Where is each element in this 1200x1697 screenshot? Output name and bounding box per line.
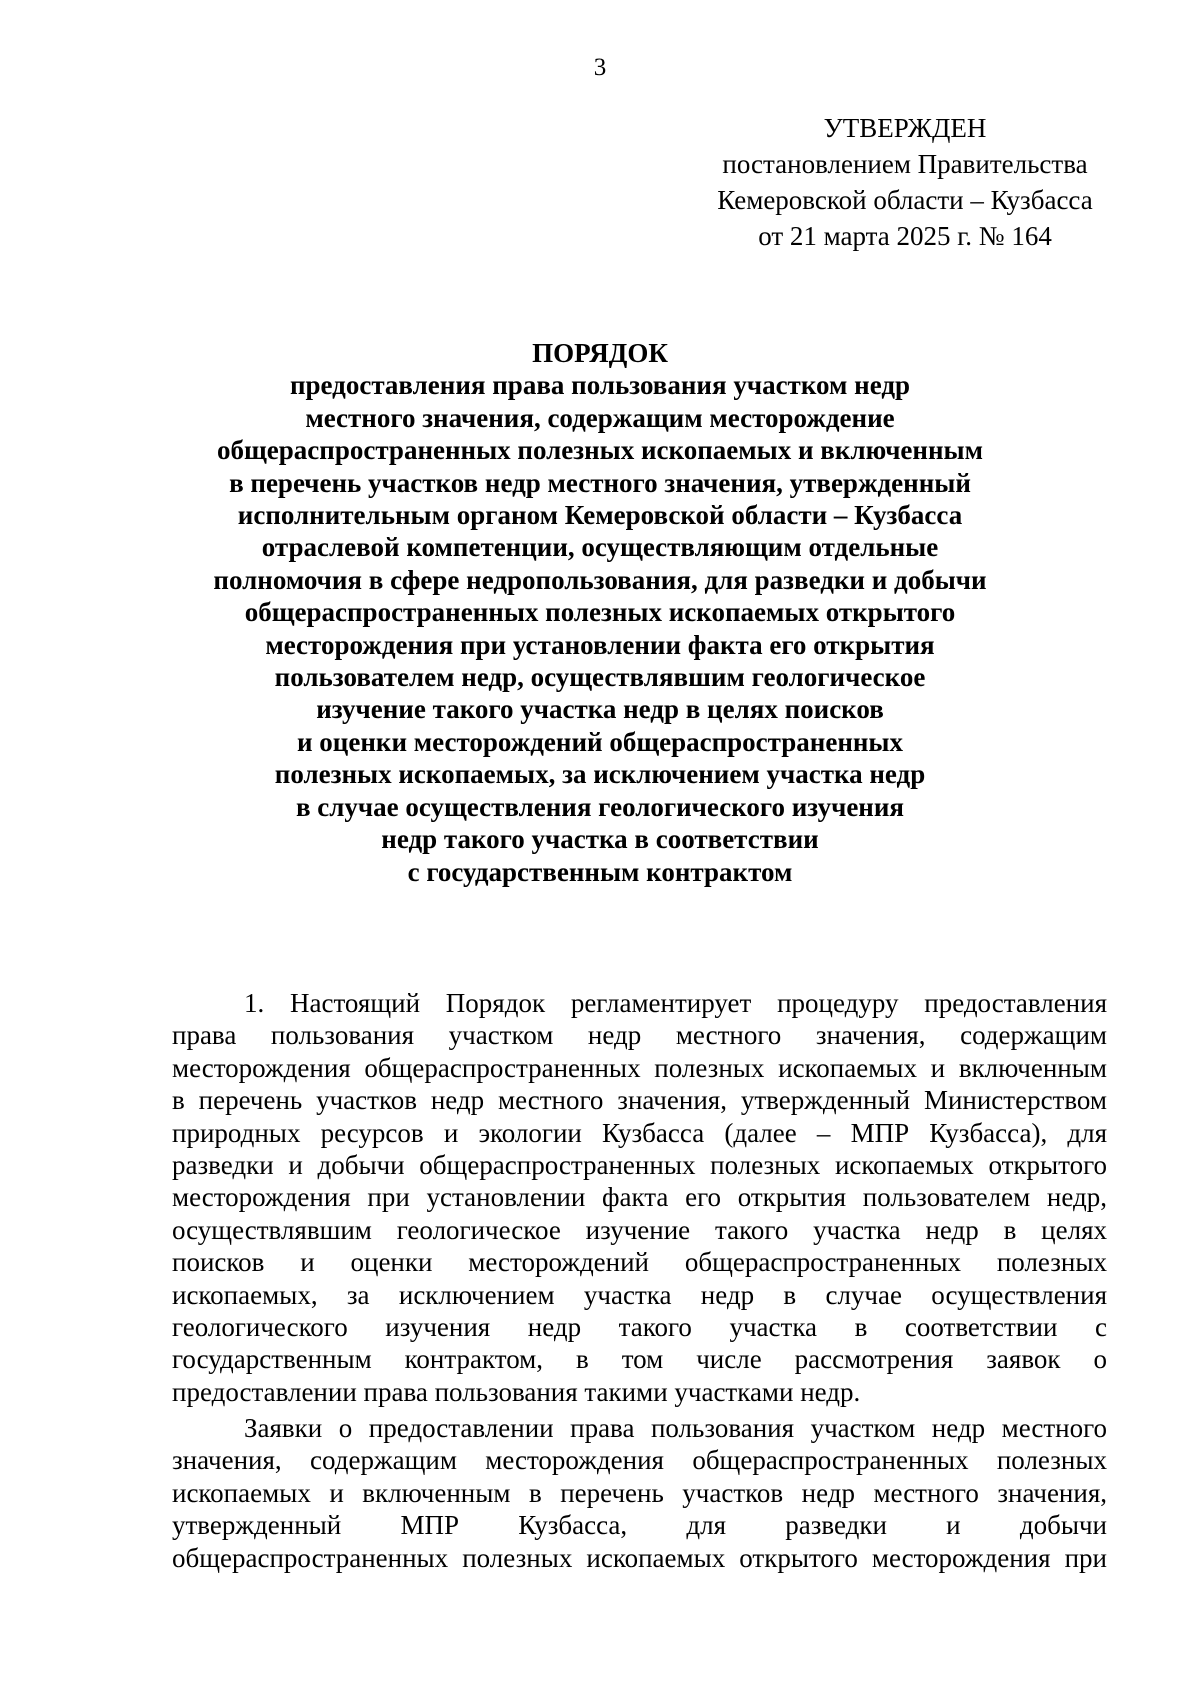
title-line: отраслевой компетенции, осуществляющим отдельные [261,532,939,563]
title-line: в перечень участков недр местного значения, утвержденный [229,467,971,498]
page-number: 3 [593,54,607,81]
paragraph-1 [172,987,1107,1408]
approval-line-region: Кемеровской области – Кузбасса [717,185,1093,215]
title-line: недр такого участка в соответствии [381,824,819,855]
title-line: с государственным контрактом [407,856,793,887]
approval-stamp-block [705,110,1105,254]
body-line: государственным контрактом, в том числе рассмотрения заявок о [172,1344,1107,1375]
title-line: пользователем недр, осуществлявшим геологическое [274,662,926,693]
body-line: осуществлявшим геологическое изучение такого участка недр в целях [172,1214,1107,1245]
title-line: предоставления права пользования участком недр [289,370,911,401]
title-line: изучение такого участка недр в целях поисков [316,694,884,725]
title-line: месторождения при установлении факта его открытия [265,629,935,660]
body-line: утвержденный МПР Кузбасса, для разведки и добычи [172,1510,1107,1541]
body-line: ископаемых, за исключением участка недр в случае осуществления [172,1279,1107,1310]
body-line: общераспространенных полезных ископаемых открытого месторождения при [172,1542,1107,1573]
approval-line-date-number: от 21 марта 2025 г. № 164 [758,221,1052,251]
approval-line-approved: УТВЕРЖДЕН [823,113,987,143]
title-line: местного значения, содержащим месторождение [305,402,895,433]
title-line: и оценки месторождений общераспространенных [296,726,904,757]
document-heading: ПОРЯДОК [532,338,668,368]
approval-line-resolution: постановлением Правительства [722,149,1088,179]
body-line: предоставлении права пользования такими участками недр. [172,1376,861,1407]
body-line: природных ресурсов и экологии Кузбасса (далее – МПР Кузбасса), для [172,1117,1107,1148]
title-line: исполнительным органом Кемеровской области – Кузбасса [237,500,963,531]
body-line: в перечень участков недр местного значения, утвержденный Министерством [172,1085,1107,1116]
document-body [172,987,1107,1574]
body-line: геологического изучения недр такого участка в соответствии с [172,1311,1107,1342]
paragraph-2 [172,1412,1107,1574]
title-line: полномочия в сфере недропользования, для разведки и добычи [213,564,987,595]
body-line: Заявки о предоставлении права пользования участком недр местного [244,1413,1107,1444]
body-line: месторождения при установлении факта его открытия пользователем недр, [172,1182,1107,1213]
document-title [170,337,1030,888]
body-line: значения, содержащим месторождения общераспространенных полезных [172,1445,1107,1476]
title-line: общераспространенных полезных ископаемых открытого [244,597,956,628]
title-line: в случае осуществления геологического изучения [295,791,905,822]
body-line: права пользования участком недр местного значения, содержащим [172,1020,1107,1051]
title-line: общераспространенных полезных ископаемых и включенным [217,435,983,466]
body-line: поисков и оценки месторождений общераспространенных полезных [172,1247,1107,1278]
body-line: ископаемых и включенным в перечень участков недр местного значения, [172,1477,1107,1508]
title-line: полезных ископаемых, за исключением участка недр [274,759,926,790]
body-line: разведки и добычи общераспространенных полезных ископаемых открытого [172,1149,1107,1180]
body-line: месторождения общераспространенных полезных ископаемых и включенным [172,1052,1107,1083]
body-line: 1. Настоящий Порядок регламентирует процедуру предоставления [244,988,1107,1018]
